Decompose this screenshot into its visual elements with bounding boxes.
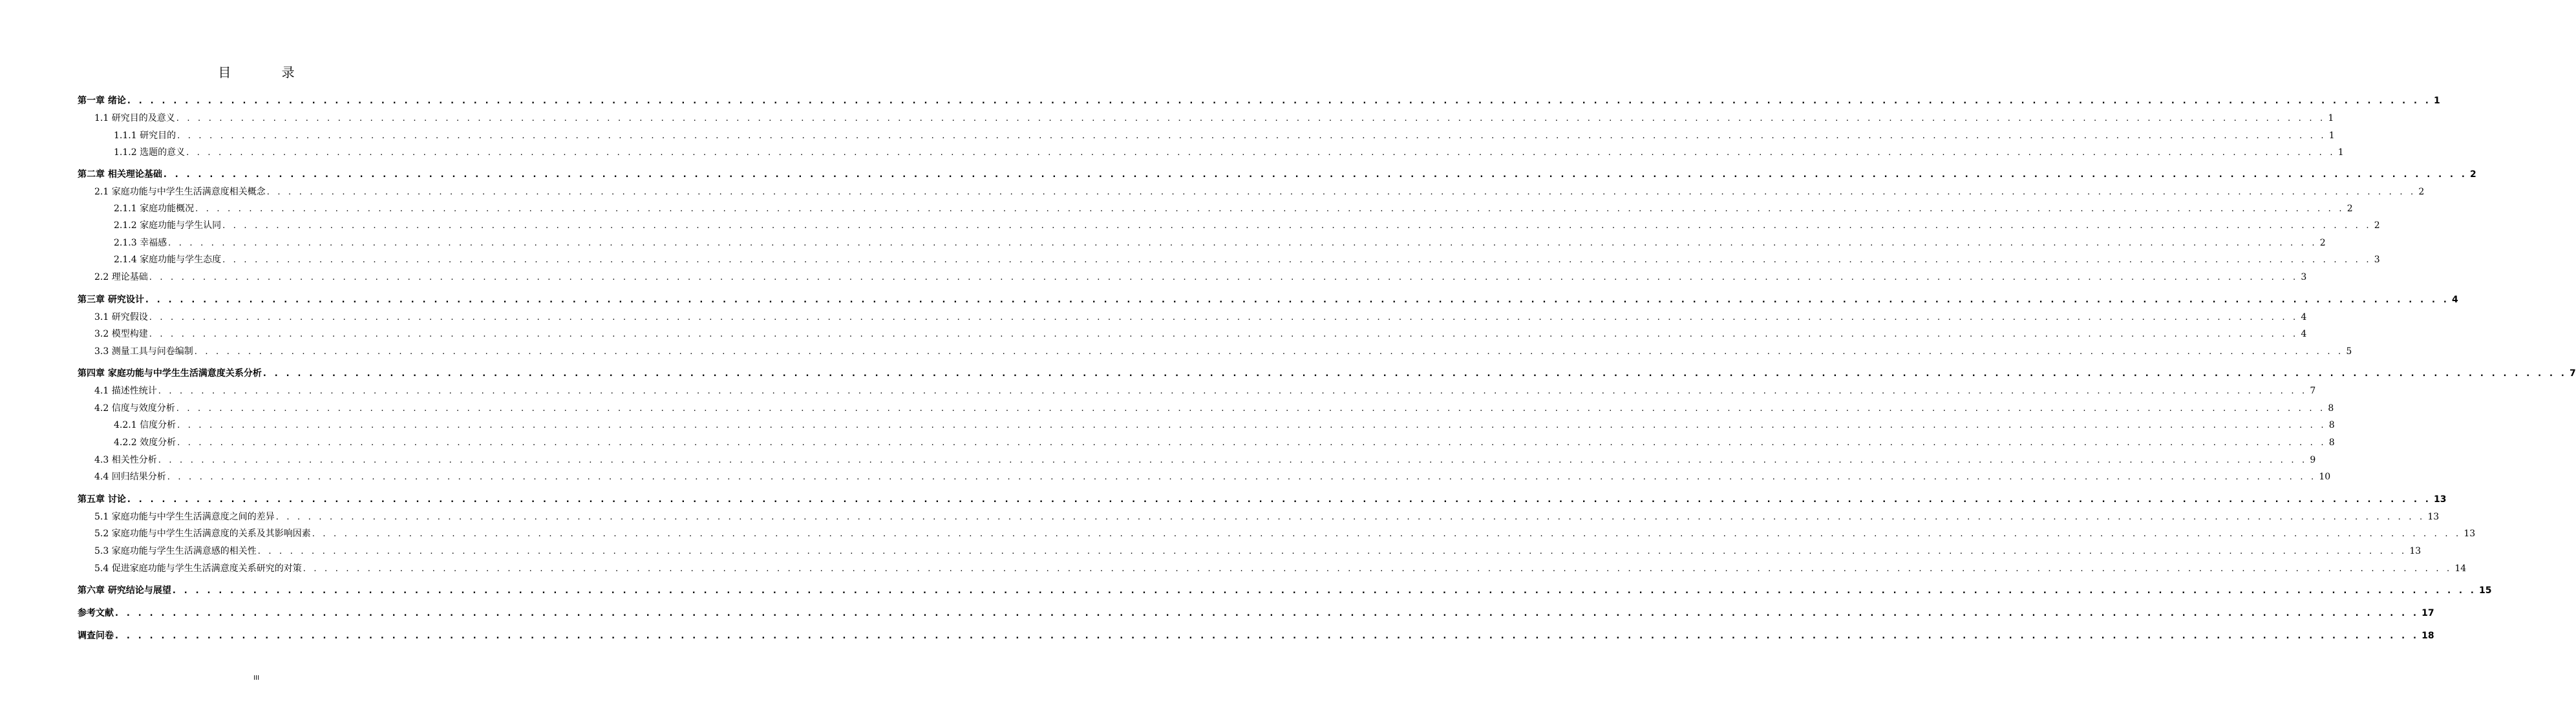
toc-entry-label: 4.4 回归结果分析 (94, 472, 166, 482)
toc-entry-page-number: 3 (2374, 255, 2380, 265)
toc-entry-page-number: 14 (2454, 563, 2467, 574)
toc-dot-leader: . . . . . . . . . . . . . . . . . . . . . . . . . . . . . . . . . . . . . . . . . . . . . . . . . . . . . . . . . . . . . . . . . . . . . . . . . . . . . . . . . . . . . . . . . . . . . . . . . . . . . . . . . . . . . . . . . . . . . . . . . . . . . . . . . . . . . . . . . . . . . . . . . . . . . . . . . . . . . . . . . . . . . . . . . . . . . . . . . . . . . . . . . . . . . . . . . . . . . . . . (194, 347, 2344, 357)
toc-entry-level-1[interactable] (78, 493, 2447, 506)
toc-entry-level-3[interactable] (114, 253, 2380, 266)
toc-entry-label: 4.2.1 信度分析 (114, 420, 176, 430)
toc-entry-level-1[interactable] (78, 293, 2458, 306)
toc-entry-level-1[interactable] (78, 168, 2476, 181)
toc-dot-leader: . . . . . . . . . . . . . . . . . . . . . . . . . . . . . . . . . . . . . . . . . . . . . . . . . . . . . . . . . . . . . . . . . . . . . . . . . . . . . . . . . . . . . . . . . . . . . . . . . . . . . . . . . . . . . . . . . . . . . . . . . . . . . . . . . . . . . . . . . . . . . . . . . . . . . . . . . . . . . . . . . . . . . . . . . . . . . . . . . . . . . . . . . . . . . . . . . . . . . . . . (186, 148, 2336, 158)
toc-entry-page-number: 13 (2409, 546, 2422, 556)
toc-entry-page-number: 1 (2337, 147, 2344, 158)
toc-entry-level-2[interactable] (94, 328, 2307, 341)
toc-dot-leader: . . . . . . . . . . . . . . . . . . . . . . . . . . . . . . . . . . . . . . . . . . . . . . . . . . . . . . . . . . . . . . . . . . . . . . . . . . . . . . . . . . . . . . . . . . . . . . . . . . . . . . . . . . . . . . . . . . . . . . . . . . . . . . . . . . . . . . . . . . . . . . . . . . . . . . . . . . . . . . . . . . . . . . . . . . . . . . . . . . . . . . . . . . . . . . . . . . . . . . . . (115, 631, 2420, 641)
toc-entry-page-number: 8 (2328, 403, 2334, 414)
toc-dot-leader: . . . . . . . . . . . . . . . . . . . . . . . . . . . . . . . . . . . . . . . . . . . . . . . . . . . . . . . . . . . . . . . . . . . . . . . . . . . . . . . . . . . . . . . . . . . . . . . . . . . . . . . . . . . . . . . . . . . . . . . . . . . . . . . . . . . . . . . . . . . . . . . . . . . . . . . . . . . . . . . . . . . . . . . . . . . . . . . . . . . . . . . . . . . . . . . . . . . . . . . . (149, 330, 2299, 339)
toc-entry-level-1[interactable] (78, 94, 2440, 107)
toc-dot-leader: . . . . . . . . . . . . . . . . . . . . . . . . . . . . . . . . . . . . . . . . . . . . . . . . . . . . . . . . . . . . . . . . . . . . . . . . . . . . . . . . . . . . . . . . . . . . . . . . . . . . . . . . . . . . . . . . . . . . . . . . . . . . . . . . . . . . . . . . . . . . . . . . . . . . . . . . . . . . . . . . . . . . . . . . . . . . . . . . . . . . . . . . . . . . . . . . . . . . . . . . (167, 472, 2317, 482)
toc-entry-level-2[interactable] (94, 345, 2352, 358)
toc-entry-label: 第六章 研究结论与展望 (78, 585, 171, 596)
toc-entry-label: 5.3 家庭功能与学生生活满意感的相关性 (94, 546, 257, 556)
toc-entry-page-number: 1 (2328, 113, 2334, 123)
toc-entry-page-number: 8 (2328, 437, 2335, 448)
toc-dot-leader: . . . . . . . . . . . . . . . . . . . . . . . . . . . . . . . . . . . . . . . . . . . . . . . . . . . . . . . . . . . . . . . . . . . . . . . . . . . . . . . . . . . . . . . . . . . . . . . . . . . . . . . . . . . . . . . . . . . . . . . . . . . . . . . . . . . . . . . . . . . . . . . . . . . . . . . . . . . . . . . . . . . . . . . . . . . . . . . . . . . . . . . . . . . . . . . . . . . . . . . . (176, 114, 2326, 123)
toc-entry-label: 4.1 描述性统计 (94, 386, 157, 396)
toc-dot-leader: . . . . . . . . . . . . . . . . . . . . . . . . . . . . . . . . . . . . . . . . . . . . . . . . . . . . . . . . . . . . . . . . . . . . . . . . . . . . . . . . . . . . . . . . . . . . . . . . . . . . . . . . . . . . . . . . . . . . . . . . . . . . . . . . . . . . . . . . . . . . . . . . . . . . . . . . . . . . . . . . . . . . . . . . . . . . . . . . . . . . . . . . . . . . . . . . . . . . . . . . (303, 564, 2453, 574)
toc-dot-leader: . . . . . . . . . . . . . . . . . . . . . . . . . . . . . . . . . . . . . . . . . . . . . . . . . . . . . . . . . . . . . . . . . . . . . . . . . . . . . . . . . . . . . . . . . . . . . . . . . . . . . . . . . . . . . . . . . . . . . . . . . . . . . . . . . . . . . . . . . . . . . . . . . . . . . . . . . . . . . . . . . . . . . . . . . . . . . . . . . . . . . . . . . . . . . . . . . . . . . . . . (176, 404, 2326, 414)
toc-entry-label: 5.2 家庭功能与中学生生活满意度的关系及其影响因素 (94, 529, 311, 539)
toc-entry-page-number: 4 (2452, 295, 2458, 305)
toc-entry-page-number: 2 (2347, 204, 2353, 214)
toc-entry-page-number: 10 (2319, 472, 2331, 482)
toc-dot-leader: . . . . . . . . . . . . . . . . . . . . . . . . . . . . . . . . . . . . . . . . . . . . . . . . . . . . . . . . . . . . . . . . . . . . . . . . . . . . . . . . . . . . . . . . . . . . . . . . . . . . . . . . . . . . . . . . . . . . . . . . . . . . . . . . . . . . . . . . . . . . . . . . . . . . . . . . . . . . . . . . . . . . . . . . . . . . . . . . . . . . . . . . . . . . . . . . . . . . . . . . (195, 204, 2345, 214)
toc-entry-label: 第三章 研究设计 (78, 295, 144, 305)
toc-entry-page-number: 18 (2422, 631, 2434, 641)
toc-dot-leader: . . . . . . . . . . . . . . . . . . . . . . . . . . . . . . . . . . . . . . . . . . . . . . . . . . . . . . . . . . . . . . . . . . . . . . . . . . . . . . . . . . . . . . . . . . . . . . . . . . . . . . . . . . . . . . . . . . . . . . . . . . . . . . . . . . . . . . . . . . . . . . . . . . . . . . . . . . . . . . . . . . . . . . . . . . . . . . . . . . . . . . . . . . . . . . . . . . . . . . . . (177, 131, 2326, 141)
toc-entry-level-2[interactable] (94, 271, 2307, 284)
toc-entry-label: 1.1.1 研究目的 (114, 131, 176, 141)
toc-entry-label: 第一章 绪论 (78, 96, 126, 106)
toc-entry-level-3[interactable] (114, 236, 2326, 249)
toc-entry-label: 2.1 家庭功能与中学生生活满意度相关概念 (94, 187, 266, 197)
toc-entry-label: 3.2 模型构建 (94, 329, 148, 339)
toc-dot-leader: . . . . . . . . . . . . . . . . . . . . . . . . . . . . . . . . . . . . . . . . . . . . . . . . . . . . . . . . . . . . . . . . . . . . . . . . . . . . . . . . . . . . . . . . . . . . . . . . . . . . . . . . . . . . . . . . . . . . . . . . . . . . . . . . . . . . . . . . . . . . . . . . . . . . . . . . . . . . . . . . . . . . . . . . . . . . . . . . . . . . . . . . . . . . . . . . . . . . . . . . (262, 369, 2568, 379)
toc-title: 目 录 (218, 65, 318, 80)
toc-entry-page-number: 15 (2479, 585, 2492, 596)
toc-dot-leader: . . . . . . . . . . . . . . . . . . . . . . . . . . . . . . . . . . . . . . . . . . . . . . . . . . . . . . . . . . . . . . . . . . . . . . . . . . . . . . . . . . . . . . . . . . . . . . . . . . . . . . . . . . . . . . . . . . . . . . . . . . . . . . . . . . . . . . . . . . . . . . . . . . . . . . . . . . . . . . . . . . . . . . . . . . . . . . . . . . . . . . . . . . . . . . . . . . . . . . . . (115, 609, 2420, 618)
toc-entry-level-3[interactable] (114, 146, 2344, 159)
toc-entry-page-number: 8 (2328, 420, 2335, 430)
toc-entry-label: 2.2 理论基础 (94, 272, 148, 282)
toc-entry-label: 3.1 研究假设 (94, 312, 148, 322)
toc-dot-leader: . . . . . . . . . . . . . . . . . . . . . . . . . . . . . . . . . . . . . . . . . . . . . . . . . . . . . . . . . . . . . . . . . . . . . . . . . . . . . . . . . . . . . . . . . . . . . . . . . . . . . . . . . . . . . . . . . . . . . . . . . . . . . . . . . . . . . . . . . . . . . . . . . . . . . . . . . . . . . . . . . . . . . . . . . . . . . . . . . . . . . . . . . . . . . . . . . . . . . . . . (163, 170, 2468, 180)
toc-entry-label: 第二章 相关理论基础 (78, 169, 162, 180)
toc-entry-label: 2.1.1 家庭功能概况 (114, 204, 195, 214)
toc-entry-label: 5.4 促进家庭功能与学生生活满意度关系研究的对策 (94, 563, 302, 574)
toc-entry-label: 参考文献 (78, 608, 114, 618)
toc-entry-level-2[interactable] (94, 510, 2440, 523)
toc-entry-label: 1.1 研究目的及意义 (94, 113, 175, 123)
toc-entry-label: 4.2.2 效度分析 (114, 437, 176, 448)
toc-entry-label: 2.1.2 家庭功能与学生认同 (114, 220, 222, 231)
toc-dot-leader: . . . . . . . . . . . . . . . . . . . . . . . . . . . . . . . . . . . . . . . . . . . . . . . . . . . . . . . . . . . . . . . . . . . . . . . . . . . . . . . . . . . . . . . . . . . . . . . . . . . . . . . . . . . . . . . . . . . . . . . . . . . . . . . . . . . . . . . . . . . . . . . . . . . . . . . . . . . . . . . . . . . . . . . . . . . . . . . . . . . . . . . . . . . . . . . . . . . . . . . . (168, 238, 2317, 248)
toc-entry-label: 2.1.3 幸福感 (114, 238, 167, 248)
toc-entry-level-2[interactable] (94, 470, 2331, 483)
toc-entry-level-1[interactable] (78, 367, 2576, 380)
toc-entry-level-3[interactable] (114, 436, 2335, 449)
toc-dot-leader: . . . . . . . . . . . . . . . . . . . . . . . . . . . . . . . . . . . . . . . . . . . . . . . . . . . . . . . . . . . . . . . . . . . . . . . . . . . . . . . . . . . . . . . . . . . . . . . . . . . . . . . . . . . . . . . . . . . . . . . . . . . . . . . . . . . . . . . . . . . . . . . . . . . . . . . . . . . . . . . . . . . . . . . . . . . . . . . . . . . . . . . . . . . . . . . . . . . . . . . . (172, 586, 2477, 596)
toc-dot-leader: . . . . . . . . . . . . . . . . . . . . . . . . . . . . . . . . . . . . . . . . . . . . . . . . . . . . . . . . . . . . . . . . . . . . . . . . . . . . . . . . . . . . . . . . . . . . . . . . . . . . . . . . . . . . . . . . . . . . . . . . . . . . . . . . . . . . . . . . . . . . . . . . . . . . . . . . . . . . . . . . . . . . . . . . . . . . . . . . . . . . . . . . . . . . . . . . . . . . . . . . (275, 512, 2425, 522)
toc-entry-page-number: 1 (2434, 96, 2440, 106)
page-number-footer: III (253, 675, 259, 682)
toc-dot-leader: . . . . . . . . . . . . . . . . . . . . . . . . . . . . . . . . . . . . . . . . . . . . . . . . . . . . . . . . . . . . . . . . . . . . . . . . . . . . . . . . . . . . . . . . . . . . . . . . . . . . . . . . . . . . . . . . . . . . . . . . . . . . . . . . . . . . . . . . . . . . . . . . . . . . . . . . . . . . . . . . . . . . . . . . . . . . . . . . . . . . . . . . . . . . . . . . . . . . . . . . (266, 187, 2416, 197)
toc-entry-page-number: 7 (2310, 386, 2316, 396)
toc-entry-page-number: 2 (2319, 238, 2326, 248)
toc-entry-level-2[interactable] (94, 527, 2476, 540)
toc-entry-level-2[interactable] (94, 311, 2307, 324)
toc-dot-leader: . . . . . . . . . . . . . . . . . . . . . . . . . . . . . . . . . . . . . . . . . . . . . . . . . . . . . . . . . . . . . . . . . . . . . . . . . . . . . . . . . . . . . . . . . . . . . . . . . . . . . . . . . . . . . . . . . . . . . . . . . . . . . . . . . . . . . . . . . . . . . . . . . . . . . . . . . . . . . . . . . . . . . . . . . . . . . . . . . . . . . . . . . . . . . . . . . . . . . . . . (127, 96, 2432, 106)
toc-entry-level-2[interactable] (94, 562, 2467, 575)
toc-entry-page-number: 4 (2301, 312, 2307, 322)
toc-entry-page-number: 5 (2346, 346, 2352, 357)
toc-dot-leader: . . . . . . . . . . . . . . . . . . . . . . . . . . . . . . . . . . . . . . . . . . . . . . . . . . . . . . . . . . . . . . . . . . . . . . . . . . . . . . . . . . . . . . . . . . . . . . . . . . . . . . . . . . . . . . . . . . . . . . . . . . . . . . . . . . . . . . . . . . . . . . . . . . . . . . . . . . . . . . . . . . . . . . . . . . . . . . . . . . . . . . . . . . . . . . . . . . . . . . . . (312, 529, 2462, 539)
toc-dot-leader: . . . . . . . . . . . . . . . . . . . . . . . . . . . . . . . . . . . . . . . . . . . . . . . . . . . . . . . . . . . . . . . . . . . . . . . . . . . . . . . . . . . . . . . . . . . . . . . . . . . . . . . . . . . . . . . . . . . . . . . . . . . . . . . . . . . . . . . . . . . . . . . . . . . . . . . . . . . . . . . . . . . . . . . . . . . . . . . . . . . . . . . . . . . . . . . . . . . . . . . . (149, 313, 2299, 322)
toc-entry-page-number: 17 (2422, 608, 2434, 618)
toc-entry-level-2[interactable] (94, 454, 2316, 467)
toc-dot-leader: . . . . . . . . . . . . . . . . . . . . . . . . . . . . . . . . . . . . . . . . . . . . . . . . . . . . . . . . . . . . . . . . . . . . . . . . . . . . . . . . . . . . . . . . . . . . . . . . . . . . . . . . . . . . . . . . . . . . . . . . . . . . . . . . . . . . . . . . . . . . . . . . . . . . . . . . . . . . . . . . . . . . . . . . . . . . . . . . . . . . . . . . . . . . . . . . . . . . . . . . (158, 386, 2308, 396)
toc-entry-page-number: 3 (2301, 272, 2307, 282)
toc-entry-page-number: 4 (2301, 329, 2307, 339)
toc-entry-level-2[interactable] (94, 545, 2422, 558)
toc-entry-page-number: 1 (2328, 131, 2335, 141)
toc-entry-level-2[interactable] (94, 384, 2316, 397)
toc-entry-level-3[interactable] (114, 129, 2335, 142)
toc-entry-label: 4.3 相关性分析 (94, 455, 157, 465)
toc-entry-level-2[interactable] (94, 185, 2425, 198)
toc-entry-label: 4.2 信度与效度分析 (94, 403, 175, 414)
toc-entry-label: 第四章 家庭功能与中学生生活满意度关系分析 (78, 368, 262, 379)
toc-entry-level-1[interactable] (78, 584, 2492, 597)
toc-entry-page-number: 2 (2374, 220, 2380, 231)
toc-entry-page-number: 13 (2464, 529, 2476, 539)
toc-dot-leader: . . . . . . . . . . . . . . . . . . . . . . . . . . . . . . . . . . . . . . . . . . . . . . . . . . . . . . . . . . . . . . . . . . . . . . . . . . . . . . . . . . . . . . . . . . . . . . . . . . . . . . . . . . . . . . . . . . . . . . . . . . . . . . . . . . . . . . . . . . . . . . . . . . . . . . . . . . . . . . . . . . . . . . . . . . . . . . . . . . . . . . . . . . . . . . . . . . . . . . . . (149, 273, 2299, 282)
toc-entry-level-2[interactable] (94, 112, 2334, 125)
toc-entry-page-number: 13 (2434, 494, 2447, 505)
toc-entry-label: 5.1 家庭功能与中学生生活满意度之间的差异 (94, 512, 275, 522)
toc-dot-leader: . . . . . . . . . . . . . . . . . . . . . . . . . . . . . . . . . . . . . . . . . . . . . . . . . . . . . . . . . . . . . . . . . . . . . . . . . . . . . . . . . . . . . . . . . . . . . . . . . . . . . . . . . . . . . . . . . . . . . . . . . . . . . . . . . . . . . . . . . . . . . . . . . . . . . . . . . . . . . . . . . . . . . . . . . . . . . . . . . . . . . . . . . . . . . . . . . . . . . . . . (222, 221, 2372, 231)
toc-entry-level-1[interactable] (78, 629, 2434, 642)
toc-entry-label: 2.1.4 家庭功能与学生态度 (114, 255, 222, 265)
toc-entry-label: 3.3 测量工具与问卷编制 (94, 346, 193, 357)
toc-entry-level-3[interactable] (114, 419, 2335, 432)
toc-entry-level-2[interactable] (94, 402, 2334, 415)
toc-dot-leader: . . . . . . . . . . . . . . . . . . . . . . . . . . . . . . . . . . . . . . . . . . . . . . . . . . . . . . . . . . . . . . . . . . . . . . . . . . . . . . . . . . . . . . . . . . . . . . . . . . . . . . . . . . . . . . . . . . . . . . . . . . . . . . . . . . . . . . . . . . . . . . . . . . . . . . . . . . . . . . . . . . . . . . . . . . . . . . . . . . . . . . . . . . . . . . . . . . . . . . . . (257, 547, 2407, 556)
toc-entry-page-number: 13 (2427, 512, 2440, 522)
toc-dot-leader: . . . . . . . . . . . . . . . . . . . . . . . . . . . . . . . . . . . . . . . . . . . . . . . . . . . . . . . . . . . . . . . . . . . . . . . . . . . . . . . . . . . . . . . . . . . . . . . . . . . . . . . . . . . . . . . . . . . . . . . . . . . . . . . . . . . . . . . . . . . . . . . . . . . . . . . . . . . . . . . . . . . . . . . . . . . . . . . . . . . . . . . . . . . . . . . . . . . . . . . . (177, 421, 2326, 430)
toc-dot-leader: . . . . . . . . . . . . . . . . . . . . . . . . . . . . . . . . . . . . . . . . . . . . . . . . . . . . . . . . . . . . . . . . . . . . . . . . . . . . . . . . . . . . . . . . . . . . . . . . . . . . . . . . . . . . . . . . . . . . . . . . . . . . . . . . . . . . . . . . . . . . . . . . . . . . . . . . . . . . . . . . . . . . . . . . . . . . . . . . . . . . . . . . . . . . . . . . . . . . . . . . (127, 495, 2432, 505)
toc-entry-page-number: 2 (2470, 169, 2476, 180)
toc-entry-label: 1.1.2 选题的意义 (114, 147, 186, 158)
toc-entry-label: 第五章 讨论 (78, 494, 126, 505)
toc-entry-level-3[interactable] (114, 202, 2353, 215)
toc-entry-page-number: 7 (2570, 368, 2576, 379)
toc-entry-page-number: 9 (2310, 455, 2316, 465)
toc-entry-level-1[interactable] (78, 607, 2434, 620)
toc-dot-leader: . . . . . . . . . . . . . . . . . . . . . . . . . . . . . . . . . . . . . . . . . . . . . . . . . . . . . . . . . . . . . . . . . . . . . . . . . . . . . . . . . . . . . . . . . . . . . . . . . . . . . . . . . . . . . . . . . . . . . . . . . . . . . . . . . . . . . . . . . . . . . . . . . . . . . . . . . . . . . . . . . . . . . . . . . . . . . . . . . . . . . . . . . . . . . . . . . . . . . . . . (177, 438, 2326, 448)
toc-entry-page-number: 2 (2418, 187, 2425, 197)
toc-dot-leader: . . . . . . . . . . . . . . . . . . . . . . . . . . . . . . . . . . . . . . . . . . . . . . . . . . . . . . . . . . . . . . . . . . . . . . . . . . . . . . . . . . . . . . . . . . . . . . . . . . . . . . . . . . . . . . . . . . . . . . . . . . . . . . . . . . . . . . . . . . . . . . . . . . . . . . . . . . . . . . . . . . . . . . . . . . . . . . . . . . . . . . . . . . . . . . . . . . . . . . . . (222, 255, 2372, 265)
toc-entry-label: 调查问卷 (78, 631, 114, 641)
toc-dot-leader: . . . . . . . . . . . . . . . . . . . . . . . . . . . . . . . . . . . . . . . . . . . . . . . . . . . . . . . . . . . . . . . . . . . . . . . . . . . . . . . . . . . . . . . . . . . . . . . . . . . . . . . . . . . . . . . . . . . . . . . . . . . . . . . . . . . . . . . . . . . . . . . . . . . . . . . . . . . . . . . . . . . . . . . . . . . . . . . . . . . . . . . . . . . . . . . . . . . . . . . . (145, 295, 2450, 305)
toc-dot-leader: . . . . . . . . . . . . . . . . . . . . . . . . . . . . . . . . . . . . . . . . . . . . . . . . . . . . . . . . . . . . . . . . . . . . . . . . . . . . . . . . . . . . . . . . . . . . . . . . . . . . . . . . . . . . . . . . . . . . . . . . . . . . . . . . . . . . . . . . . . . . . . . . . . . . . . . . . . . . . . . . . . . . . . . . . . . . . . . . . . . . . . . . . . . . . . . . . . . . . . . . (158, 456, 2308, 465)
toc-entry-level-3[interactable] (114, 219, 2380, 232)
